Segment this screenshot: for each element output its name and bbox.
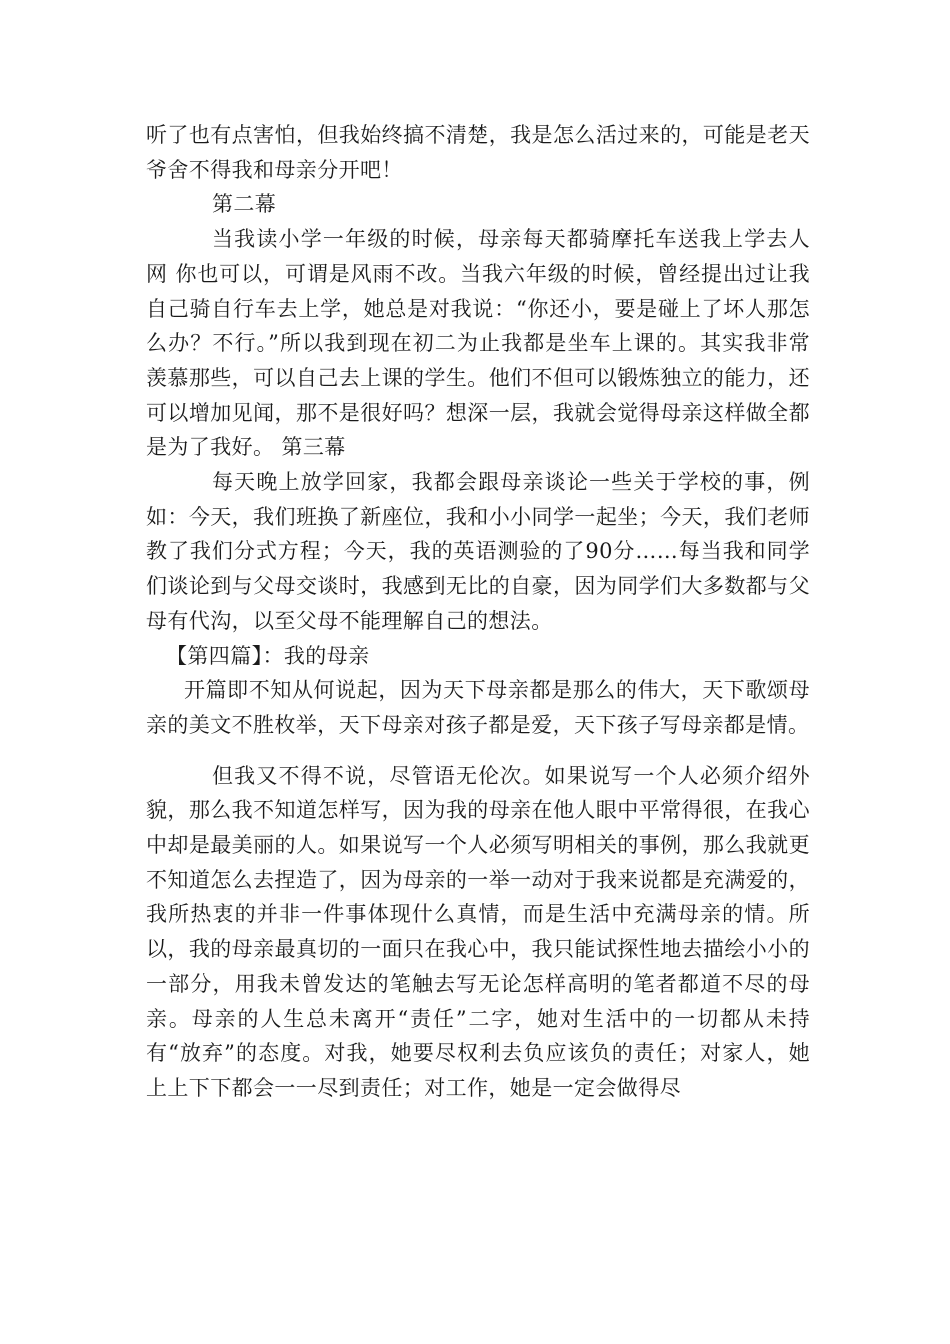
paragraph-opening: 开篇即不知从何说起，因为天下母亲都是那么的伟大，天下歌颂母亲的美文不胜枚举，天下母亲对孩子都是爱，天下孩子写母亲都是情。 (146, 678, 810, 737)
section-heading-act-two: 第二幕 (212, 192, 277, 217)
article-title-part-four: 【第四篇】：我的母亲 (166, 643, 370, 668)
document-page (146, 118, 810, 1106)
paragraph-spacer (146, 743, 810, 759)
paragraph-act-three: 每天晚上放学回家，我都会跟母亲谈论一些关于学校的事，例如：今天，我们班换了新座位，我和小小同学一起坐；今天，我们老师教了我们分式方程；今天，我的英语测验的了90分……每当我和同学们谈论到与父母交谈时，我感到无比的自豪，因为同学们大多数都与父母有代沟，以至父母不能理解自己的想法。 (146, 470, 810, 633)
paragraph-main: 但我又不得不说，尽管语无伦次。如果说写一个人必须介绍外貌，那么我不知道怎样写，因为我的母亲在他人眼中平常得很，在我心中却是最美丽的人。如果说写一个人必须写明相关的事例，那么我就更不知道怎么去捏造了，因为母亲的一举一动对于我来说都是充满爱的，我所热衷的并非一件事体现什么真情，而是生活中充满母亲的情。所以，我的母亲最真切的一面只在我心中，我只能试探性地去描绘小小的一部分，用我未曾发达的笔触去写无论怎样高明的笔者都道不尽的母亲。母亲的人生总未离开“责任”二字，她对生活中的一切都从未持有“放弃”的态度。对我，她要尽权利去负应该负的责任；对家人，她上上下下都会一一尽到责任；对工作，她是一定会做得尽 (146, 763, 810, 1100)
paragraph-continuation: 听了也有点害怕，但我始终搞不清楚，我是怎么活过来的，可能是老天爷舍不得我和母亲分开吧！ (146, 123, 810, 182)
paragraph-act-two: 当我读小学一年级的时候，母亲每天都骑摩托车送我上学去人网 你也可以，可谓是风雨不改。当我六年级的时候，曾经提出过让我自己骑自行车去上学，她总是对我说：“你还小，要是碰上了坏人那怎么办？不行。”所以我到现在初二为止我都是坐车上课的。其实我非常羡慕那些，可以自己去上课的学生。他们不但可以锻炼独立的能力，还可以增加见闻，那不是很好吗？想深一层，我就会觉得母亲这样做全都是为了我好。 第三幕 (146, 227, 810, 460)
